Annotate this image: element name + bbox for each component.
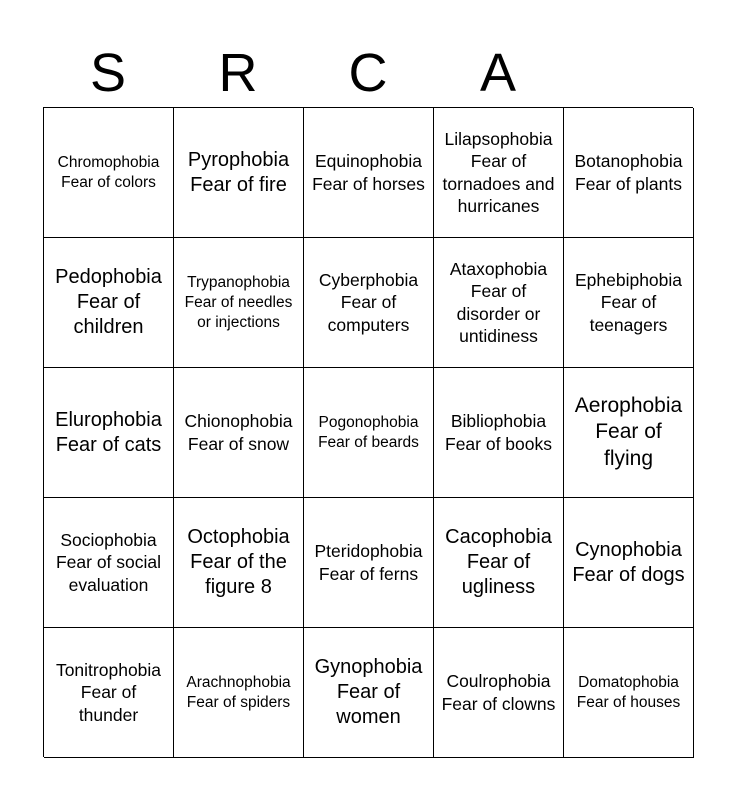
header-letter-a: A: [479, 43, 517, 103]
cell-text: [179, 273, 298, 333]
phobia-meaning: Fear of dogs: [572, 563, 685, 586]
phobia-name: Pedophobia: [55, 266, 162, 288]
phobia-meaning: Fear of computers: [327, 292, 410, 335]
cell-text: [49, 529, 168, 597]
phobia-name: Trypanophobia: [187, 273, 290, 291]
header-letter-r: R: [218, 43, 258, 103]
bingo-cell[interactable]: [564, 238, 694, 368]
phobia-meaning: Fear of spiders: [186, 693, 291, 711]
bingo-cell[interactable]: [434, 628, 564, 758]
bingo-cell[interactable]: [174, 108, 304, 238]
cell-text: [569, 269, 688, 337]
phobia-name: Coulrophobia: [446, 671, 551, 691]
phobia-name: Tonitrophobia: [55, 659, 162, 680]
bingo-cell[interactable]: [174, 238, 304, 368]
phobia-name: Pogonophobia: [318, 413, 419, 431]
header-letter-s: S: [89, 43, 127, 103]
bingo-cell[interactable]: [304, 108, 434, 238]
bingo-cell[interactable]: [304, 498, 434, 628]
phobia-meaning: Fear of fire: [190, 173, 287, 196]
bingo-cell[interactable]: [304, 238, 434, 368]
phobia-meaning: Fear of plants: [575, 173, 682, 194]
phobia-meaning: Fear of needles or injections: [184, 293, 293, 331]
phobia-meaning: Fear of cats: [55, 433, 162, 456]
bingo-cell[interactable]: [434, 238, 564, 368]
header-letter-c: C: [348, 43, 388, 103]
cell-text: [186, 673, 290, 713]
bingo-cell[interactable]: [44, 498, 174, 628]
cell-text: [439, 525, 558, 600]
phobia-meaning: Fear of beards: [318, 433, 419, 451]
phobia-meaning: Fear of books: [445, 433, 552, 454]
phobia-name: Cynophobia: [575, 538, 682, 561]
phobia-name: Domatophobia: [578, 673, 679, 691]
phobia-name: Chromophobia: [57, 153, 160, 171]
phobia-meaning: Fear of thunder: [78, 682, 139, 725]
phobia-meaning: Fear of the figure 8: [190, 551, 287, 598]
phobia-name: Pyrophobia: [187, 148, 290, 171]
cell-text: [577, 673, 680, 713]
phobia-meaning: Fear of colors: [61, 173, 156, 191]
bingo-cell[interactable]: [304, 368, 434, 498]
cell-text: [442, 670, 556, 715]
bingo-cell[interactable]: [434, 498, 564, 628]
phobia-name: Equinophobia: [314, 151, 423, 171]
bingo-cell[interactable]: [44, 368, 174, 498]
phobia-meaning: Fear of ugliness: [461, 551, 536, 598]
cell-text: [55, 408, 162, 458]
bingo-board: [43, 107, 693, 757]
phobia-name: Aerophobia: [574, 393, 683, 417]
bingo-cell[interactable]: [564, 368, 694, 498]
phobia-meaning: Fear of snow: [187, 433, 290, 454]
phobia-meaning: Fear of clowns: [441, 693, 556, 714]
phobia-meaning: Fear of disorder or untidiness: [456, 281, 541, 346]
phobia-name: Arachnophobia: [186, 673, 291, 691]
phobia-name: Bibliophobia: [450, 411, 547, 431]
bingo-cell[interactable]: [434, 368, 564, 498]
phobia-meaning: Fear of flying: [595, 420, 662, 470]
bingo-cell[interactable]: [434, 108, 564, 238]
phobia-name: Chionophobia: [184, 411, 293, 431]
cell-text: [49, 265, 168, 340]
phobia-name: Gynophobia: [314, 656, 423, 678]
phobia-name: Elurophobia: [55, 408, 162, 431]
cell-text: [309, 269, 428, 337]
phobia-name: Ataxophobia: [449, 258, 548, 279]
phobia-name: Botanophobia: [574, 151, 683, 171]
bingo-cell[interactable]: [304, 628, 434, 758]
bingo-header: [43, 40, 693, 106]
phobia-meaning: Fear of children: [73, 291, 144, 338]
phobia-meaning: Fear of teenagers: [589, 292, 668, 335]
header-letter-blank: [563, 40, 693, 106]
phobia-name: Cacophobia: [445, 526, 552, 548]
cell-text: [309, 655, 428, 730]
cell-text: [439, 128, 558, 218]
cell-text: [574, 150, 682, 195]
bingo-cell[interactable]: [174, 498, 304, 628]
phobia-name: Ephebiphobia: [574, 269, 683, 290]
phobia-name: Lilapsophobia: [444, 128, 553, 149]
bingo-cell[interactable]: [564, 628, 694, 758]
phobia-meaning: Fear of social evaluation: [55, 552, 162, 595]
cell-text: [318, 413, 419, 453]
cell-text: [315, 540, 423, 585]
phobia-name: Pteridophobia: [314, 541, 423, 561]
cell-text: [445, 410, 552, 455]
cell-text: [184, 410, 292, 455]
phobia-name: Octophobia: [187, 526, 290, 548]
bingo-cell[interactable]: [174, 368, 304, 498]
phobia-meaning: Fear of houses: [576, 693, 681, 711]
phobia-meaning: Fear of tornadoes and hurricanes: [442, 151, 555, 216]
cell-text: [572, 538, 684, 588]
bingo-cell[interactable]: [44, 238, 174, 368]
cell-text: [58, 153, 160, 193]
bingo-cell[interactable]: [44, 108, 174, 238]
bingo-cell[interactable]: [564, 108, 694, 238]
phobia-meaning: Fear of women: [336, 681, 401, 728]
bingo-cell[interactable]: [44, 628, 174, 758]
cell-text: [439, 258, 558, 348]
phobia-name: Cyberphobia: [318, 269, 419, 290]
phobia-meaning: Fear of ferns: [318, 563, 419, 584]
cell-text: [569, 393, 688, 473]
cell-text: [49, 659, 168, 727]
cell-text: [312, 150, 425, 195]
phobia-meaning: Fear of horses: [312, 173, 425, 194]
cell-text: [179, 525, 298, 600]
phobia-name: Sociophobia: [60, 529, 157, 550]
cell-text: [188, 148, 289, 198]
bingo-cell[interactable]: [564, 498, 694, 628]
bingo-cell[interactable]: [174, 628, 304, 758]
